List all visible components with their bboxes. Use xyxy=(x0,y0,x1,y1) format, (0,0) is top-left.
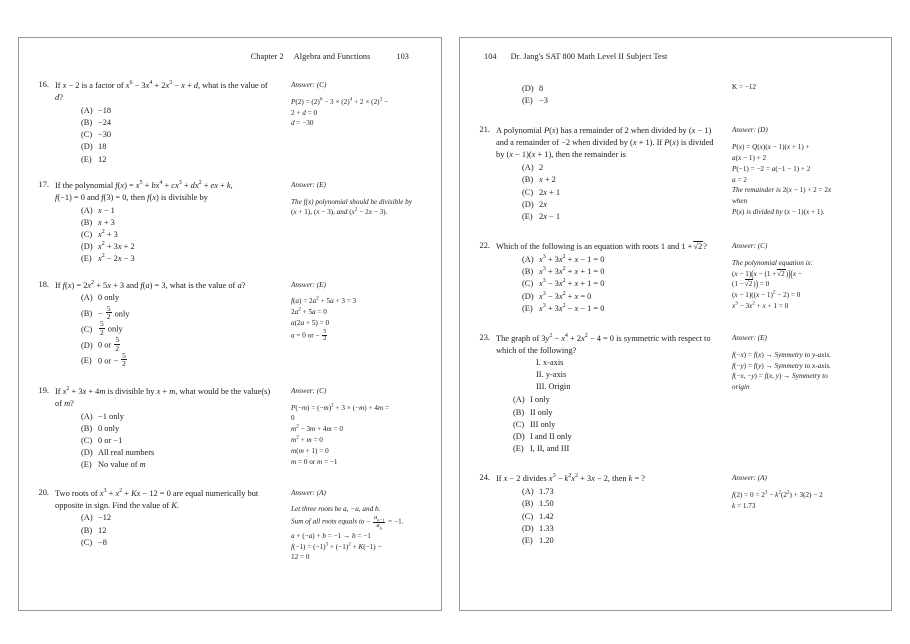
continued-choices-body xyxy=(470,82,716,107)
question-20-body xyxy=(29,488,275,564)
roman-iii: III. Origin xyxy=(536,382,571,392)
choice-c[interactable]: (C) III only xyxy=(513,419,556,429)
answer-label: Answer: (E) xyxy=(291,180,326,189)
question-20-answer xyxy=(275,488,431,564)
question-16-text: If x − 2 is a factor of $x^6 - 3x^4 + 2x^3 - x + d$, what is the value of d? xyxy=(55,80,268,102)
question-23-body xyxy=(470,333,716,455)
question-23-choices xyxy=(496,394,716,455)
choice-a[interactable]: (A) −18 xyxy=(81,105,112,115)
solution-line: $f(2) = 0 = 2^3 - k^2(2^2) + 3(2) - 2$ xyxy=(732,489,823,500)
question-22-choices xyxy=(496,254,716,315)
choice-e[interactable]: (E) 1.20 xyxy=(522,535,554,545)
question-18-text: If $f(x) = 2x^2 + 5x + 3$ and f(a) = 3, what is the value of a? xyxy=(55,279,246,290)
question-22-body xyxy=(470,241,716,315)
solution-line: d = −30 xyxy=(291,119,314,128)
solution-line: $x^3 - 3x^2 + x + 1 = 0$ xyxy=(732,300,789,311)
solution-line: 12 = 0 xyxy=(291,553,310,562)
choice-b[interactable]: (B) 12 xyxy=(81,525,107,535)
choice-a[interactable]: (A) $x^3 + 3x^2 + x - 1 = 0$ xyxy=(522,254,605,264)
choice-e[interactable]: (E) 2x − 1 xyxy=(522,211,561,221)
choice-a[interactable]: (A) −1 only xyxy=(81,411,124,421)
solution-line: P(x) is divided by (x − 1)(x + 1). xyxy=(732,207,825,216)
continued-answer xyxy=(716,82,881,107)
solution-line: The polynomial equation is: xyxy=(732,258,813,267)
choice-e[interactable]: (E) 0 or − $\frac{5}{2}$ xyxy=(81,351,126,369)
choice-b[interactable]: (B) x + 3 xyxy=(81,217,115,227)
roman-i: I. x-axis xyxy=(536,357,564,367)
solution-line: a(x − 1) + 2 xyxy=(732,153,767,162)
question-24 xyxy=(470,473,881,547)
solution-line: k = 1.73 xyxy=(732,501,756,510)
question-17-body xyxy=(29,180,275,266)
solution-line: Sum of all roots equals to − $\frac{a_{n-1}}{a_n}$ = −1. xyxy=(291,514,404,530)
right-page-number: 104 xyxy=(484,52,497,61)
choice-c[interactable]: (C) $x^2 + 3$ xyxy=(81,229,118,239)
continued-choices xyxy=(496,83,716,107)
answer-label: Answer: (A) xyxy=(291,488,326,497)
right-page xyxy=(459,37,892,611)
choice-d[interactable]: (D) 0 or $\frac{5}{2}$ xyxy=(81,335,120,353)
choice-e[interactable]: (E) $x^2 - 2x - 3$ xyxy=(81,253,135,264)
choice-e[interactable]: (E) 12 xyxy=(81,154,107,164)
solution-line: (x + 1), (x − 3), and $(x^2 - 2x - 3)$. xyxy=(291,206,388,217)
solution-line: $m^2 + m = 0$ xyxy=(291,434,323,444)
answer-label: Answer: (E) xyxy=(291,280,326,289)
solution-line: f(−x, −y) = f(x, y) → Symmetry to xyxy=(732,372,828,381)
choice-d[interactable]: (D) 1.33 xyxy=(522,523,554,533)
choice-b[interactable]: (B) 0 only xyxy=(81,423,120,433)
solution-line: a = 2 xyxy=(732,175,747,184)
choice-a[interactable]: (A) 2 xyxy=(522,163,544,173)
question-20-choices xyxy=(55,512,275,549)
choice-c[interactable]: (C) 1.42 xyxy=(522,511,554,521)
choice-d[interactable]: (D) 8 xyxy=(522,84,544,93)
solution-line: $P(-m) = (-m)^2 + 3 \times (-m) + 4m$ = xyxy=(291,402,389,412)
answer-label: Answer: (C) xyxy=(291,81,327,89)
answer-label: Answer: (A) xyxy=(732,474,767,483)
choice-d[interactable]: (D) $x^3 - 3x^2 + x = 0$ xyxy=(522,290,592,301)
running-head-title: Algebra and Functions xyxy=(293,52,371,61)
solution-line: (x − 1)(x − (1 + √2))(x − xyxy=(732,267,802,280)
solution-line: The remainder is 2(x − 1) + 2 = 2x xyxy=(732,186,832,195)
question-18-choices xyxy=(55,292,275,367)
running-head-chapter: Chapter 2 xyxy=(250,52,284,61)
solution-line: $f(a) = 2a^2 + 5a + 3 = 3$ xyxy=(291,295,357,306)
question-24-body xyxy=(470,473,716,547)
question-22 xyxy=(470,241,881,315)
choice-d[interactable]: (D) $x^2 + 3x + 2$ xyxy=(81,241,135,252)
question-19-text: If $x^2 + 3x + 4m$ is divisible by x + m, what would be the value(s) of m? xyxy=(55,386,271,408)
answer-label: Answer: (E) xyxy=(732,333,767,342)
solution-line: 0 xyxy=(291,414,295,423)
choice-a[interactable]: (A) 0 only xyxy=(81,293,120,303)
choice-c[interactable]: (C) $x^3 - 3x^2 + x + 1 = 0$ xyxy=(522,278,605,289)
question-23 xyxy=(470,333,881,455)
question-19 xyxy=(29,386,431,472)
choice-a[interactable]: (A) x − 1 xyxy=(81,205,115,215)
question-20-text: Two roots of $x^3 + x^2 + Kx - 12 = 0$ are equal numerically but opposite in sign. Find the value of K. xyxy=(55,487,259,510)
running-head-book-title: Dr. Jang's SAT 800 Math Level II Subject Test xyxy=(510,52,668,61)
choice-d[interactable]: (D) 2x xyxy=(522,199,547,209)
question-21-text: A polynomial P(x) has a remainder of 2 when divided by (x − 1) and a remainder of −2 when divided by (x + 1). If P(x) is divided by (x − 1)(x + 1), then the remainder is xyxy=(496,126,714,160)
question-21-choices xyxy=(496,162,716,223)
question-24-choices xyxy=(496,486,716,547)
question-17 xyxy=(29,180,431,266)
answer-label: Answer: (C) xyxy=(732,242,768,251)
choice-b[interactable]: (B) −24 xyxy=(81,118,112,128)
solution-line: a + (−a) + b = −1 → b = −1 xyxy=(291,531,371,540)
choice-e[interactable]: (E) −3 xyxy=(522,96,548,106)
question-17-choices xyxy=(55,205,275,266)
question-19-number: 19. xyxy=(38,385,49,395)
solution-line: a = 0 or − $\frac{5}{2}$ xyxy=(291,327,327,343)
continued-choices-block xyxy=(470,82,881,107)
question-20-number: 20. xyxy=(38,487,49,497)
question-24-answer xyxy=(716,473,881,547)
question-18-body xyxy=(29,280,275,368)
question-16 xyxy=(29,80,431,166)
solution-line: $f(-1) = (-1)^3 + (-1)^2 + K(-1)$ − xyxy=(291,541,382,551)
roman-ii: II. y-axis xyxy=(536,369,567,379)
choice-b[interactable]: (B) 1.50 xyxy=(522,499,554,509)
choice-a[interactable]: (A) I only xyxy=(513,395,550,405)
question-21-number: 21. xyxy=(479,125,490,135)
solution-line: origin xyxy=(732,383,750,392)
answer-label: Answer: (D) xyxy=(732,126,768,135)
question-16-body xyxy=(29,80,275,166)
question-17-text-2: f(−1) = 0 and f(3) = 0, then f(x) is divisible by xyxy=(55,192,208,202)
solution-line: P(−1) = −2 = a(−1 − 1) + 2 xyxy=(732,164,811,173)
question-24-text: If x − 2 divides $x^3 - k^2x^2 + 3x - 2$, then k = ? xyxy=(496,473,645,484)
question-18-number: 18. xyxy=(38,279,49,289)
question-20 xyxy=(29,488,431,564)
solution-line: f(−x) = f(x) → Symmetry to y-axis. xyxy=(732,350,831,359)
choice-b[interactable]: (B) II only xyxy=(513,407,553,417)
question-23-answer xyxy=(716,333,881,455)
solution-line: 2 + d = 0 xyxy=(291,108,318,117)
question-16-number: 16. xyxy=(38,80,49,89)
question-16-choices xyxy=(55,105,275,166)
question-17-text: If the polynomial $f(x) = x^5 + bx^4 + cx^3 + dx^2$ + ex + k, xyxy=(55,179,233,190)
choice-c[interactable]: (C) −8 xyxy=(81,537,107,547)
solution-line: f(−y) = f(y) → Symmetry to x-axis. xyxy=(732,361,831,370)
left-page xyxy=(18,37,442,611)
question-19-choices xyxy=(55,411,275,472)
question-17-number: 17. xyxy=(38,179,49,189)
question-19-body xyxy=(29,386,275,472)
choice-c[interactable]: (C) −30 xyxy=(81,130,112,140)
solution-line: a(2a + 5) = 0 xyxy=(291,318,330,327)
choice-c[interactable]: (C) $\frac{5}{2}$ only xyxy=(81,319,123,337)
question-23-romans xyxy=(496,357,716,394)
choice-b[interactable]: (B) − $\frac{5}{2}$ only xyxy=(81,303,130,322)
solution-line: (1 − √2)) = 0 xyxy=(732,278,770,291)
choice-d[interactable]: (D) 18 xyxy=(81,142,107,152)
solution-line: P(x) = Q(x)(x − 1)(x + 1) + xyxy=(732,143,810,152)
solution-line: $m^2 - 3m + 4m = 0$ xyxy=(291,423,343,434)
solution-line: $2a^2 + 5a = 0$ xyxy=(291,306,327,317)
choice-b[interactable]: (B) $x^3 + 3x^2 + x + 1 = 0$ xyxy=(522,266,605,277)
question-18 xyxy=(29,280,431,368)
solution-line: $(x - 1)((x - 1)^2 - 2) = 0$ xyxy=(732,289,801,300)
question-23-text: The graph of $3y^2 - x^4 + 2x^2 - 4 = 0$ is symmetric with respect to which of the following? xyxy=(496,333,711,355)
choice-d[interactable]: (D) All real numbers xyxy=(81,448,155,458)
choice-e[interactable]: (E) I, II, and III xyxy=(513,444,570,454)
solution-line: when xyxy=(732,197,748,206)
question-17-answer xyxy=(275,180,431,266)
choice-b[interactable]: (B) x + 2 xyxy=(522,175,556,185)
question-21 xyxy=(470,125,881,223)
choice-c[interactable]: (C) 0 or −1 xyxy=(81,436,123,446)
solution-line: The f(x) polynomial should be divisible by xyxy=(291,197,412,206)
choice-c[interactable]: (C) 2x + 1 xyxy=(522,187,561,197)
question-23-number: 23. xyxy=(479,332,490,342)
question-22-answer xyxy=(716,241,881,315)
solution-line: m(m + 1) = 0 xyxy=(291,446,329,455)
question-21-body xyxy=(470,125,716,223)
question-22-text: Which of the following is an equation with roots 1 and 1 + √2? xyxy=(496,242,707,252)
choice-e[interactable]: (E) No value of m xyxy=(81,460,146,470)
solution-line: Let three roots be a, −a, and b. xyxy=(291,505,381,514)
question-16-answer xyxy=(275,80,431,166)
choice-e[interactable]: (E) $x^3 + 3x^2 - x - 1 = 0$ xyxy=(522,302,605,313)
question-24-number: 24. xyxy=(479,473,490,483)
solution-line: $P(2) = (2)^6 - 3 \times (2)^4 + 2 \times (2)^3$ − xyxy=(291,96,389,106)
question-22-number: 22. xyxy=(479,241,490,251)
left-page-number: 103 xyxy=(396,52,409,61)
solution-line: m = 0 or m = −1 xyxy=(291,457,338,466)
left-running-head xyxy=(29,52,431,64)
choice-a[interactable]: (A) −12 xyxy=(81,513,112,523)
answer-label: Answer: (C) xyxy=(291,386,327,395)
question-21-answer xyxy=(716,125,881,223)
question-18-answer xyxy=(275,280,431,368)
question-19-answer xyxy=(275,386,431,472)
choice-a[interactable]: (A) 1.73 xyxy=(522,487,554,497)
choice-d[interactable]: (D) I and II only xyxy=(513,431,572,441)
right-running-head xyxy=(470,52,881,64)
solution-line: K = −12 xyxy=(732,83,757,91)
